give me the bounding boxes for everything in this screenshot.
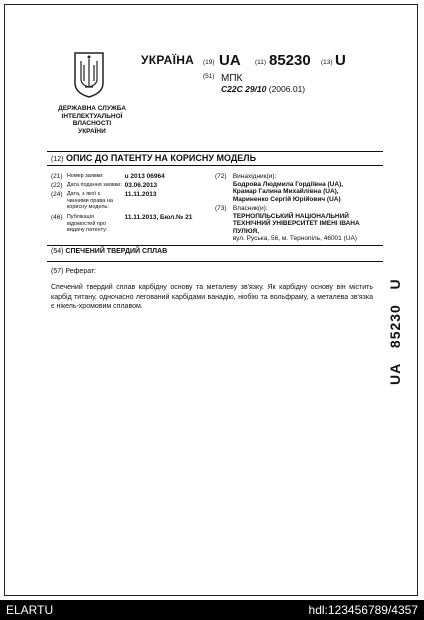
footer-bar [0, 600, 424, 620]
field-value: 11.11.2013 [124, 191, 157, 198]
abstract-label: Реферат: [65, 268, 97, 275]
invention-name [51, 248, 167, 255]
document-title [51, 153, 256, 163]
invention-name-code: (54) [51, 248, 64, 255]
code-19: (19) [203, 59, 215, 66]
owner-label: Власник(и): [232, 205, 268, 212]
ipc-class-date: (2006.01) [268, 84, 306, 94]
divider [47, 245, 383, 246]
ipc-class-code: C22C 29/10 [221, 84, 267, 94]
field-label: Дата подання заявки: [66, 182, 122, 188]
mpk-label: МПК [221, 73, 243, 84]
abstract-code: (57) [51, 268, 64, 275]
patent-kind: U [335, 52, 346, 69]
title-text: ОПИС ДО ПАТЕНТУ НА КОРИСНУ МОДЕЛЬ [65, 153, 257, 163]
field-value: 03.06.2013 [124, 182, 158, 189]
agency-line: ВЛАСНОСТІ [72, 120, 112, 127]
field-label: Дата, з якої є чинними права на корисну модель: [66, 191, 113, 210]
field-label: Публікація відомостей про видачу патенту: [66, 214, 108, 233]
field-label: Номер заявки: [66, 173, 104, 179]
code-11: (11) [255, 59, 267, 66]
title-code: (12) [51, 156, 64, 163]
patent-number: 85230 [269, 52, 311, 69]
inventors-code: (72) [215, 173, 227, 180]
trident-emblem-icon [73, 51, 105, 99]
code-51: (51) [203, 73, 215, 80]
agency-line: УКРАЇНИ [78, 127, 106, 135]
owner-name: ТЕХНІЧНИЙ УНІВЕРСИТЕТ ІМЕНІ ІВАНА [232, 220, 360, 227]
side-number: 85230 [387, 304, 403, 349]
ipc-class [221, 84, 305, 94]
owner-name: ТЕРНОПІЛЬСЬКИЙ НАЦІОНАЛЬНИЙ [232, 212, 349, 220]
divider [47, 165, 383, 166]
side-kind: U [387, 278, 403, 290]
inventor-name: Мариненко Сергій Юрійович (UA) [232, 195, 341, 203]
invention-name-text: СПЕЧЕНИЙ ТВЕРДИЙ СПЛАВ [65, 248, 168, 255]
field-application-number [51, 173, 165, 181]
divider [47, 151, 383, 152]
agency-name [53, 105, 131, 135]
field-value: u 2013 06964 [124, 173, 165, 180]
code-13: (13) [321, 59, 333, 66]
footer-handle: hdl:123456789/4357 [308, 603, 418, 617]
patent-page [4, 4, 418, 596]
inventors-block [215, 173, 385, 203]
abstract-text: Спечений твердий сплав карбідну основу та металеву зв'язку. Як карбідну основу він містить карбід титану, одночасно легований карбідами ванадію, ніобію та вольфраму, а металева зв'язка є нікель-хромовим сплавом. [51, 284, 373, 310]
agency-line: ДЕРЖАВНА СЛУЖБА [58, 105, 126, 112]
field-publication [51, 214, 192, 234]
inventor-name: Бодрова Людмила Гордіївна (UA), [232, 180, 344, 188]
owner-block [215, 205, 385, 243]
inventors-label: Винахідник(и): [232, 173, 277, 180]
footer-source: ELARTU [6, 603, 54, 617]
field-code: (22) [51, 182, 63, 189]
abstract-heading [51, 268, 96, 275]
field-value: 11.11.2013, Бюл.№ 21 [124, 214, 193, 221]
field-rights-date [51, 191, 156, 211]
field-code: (21) [51, 173, 63, 180]
country-name: УКРАЇНА [141, 53, 195, 67]
owner-address: вул. Руська, 56, м. Тернопіль, 46001 (UA) [232, 235, 357, 242]
field-code: (46) [51, 214, 63, 221]
field-code: (24) [51, 191, 63, 198]
side-country: UA [387, 362, 403, 385]
inventor-name: Крамар Галина Михайлівна (UA), [232, 188, 339, 195]
divider [47, 261, 383, 262]
field-filing-date [51, 182, 157, 190]
agency-line: ІНТЕЛЕКТУАЛЬНОЇ [61, 112, 123, 120]
owner-code: (73) [215, 205, 227, 212]
owner-name: ПУЛЮЯ, [232, 227, 260, 235]
country-code: UA [219, 52, 241, 69]
